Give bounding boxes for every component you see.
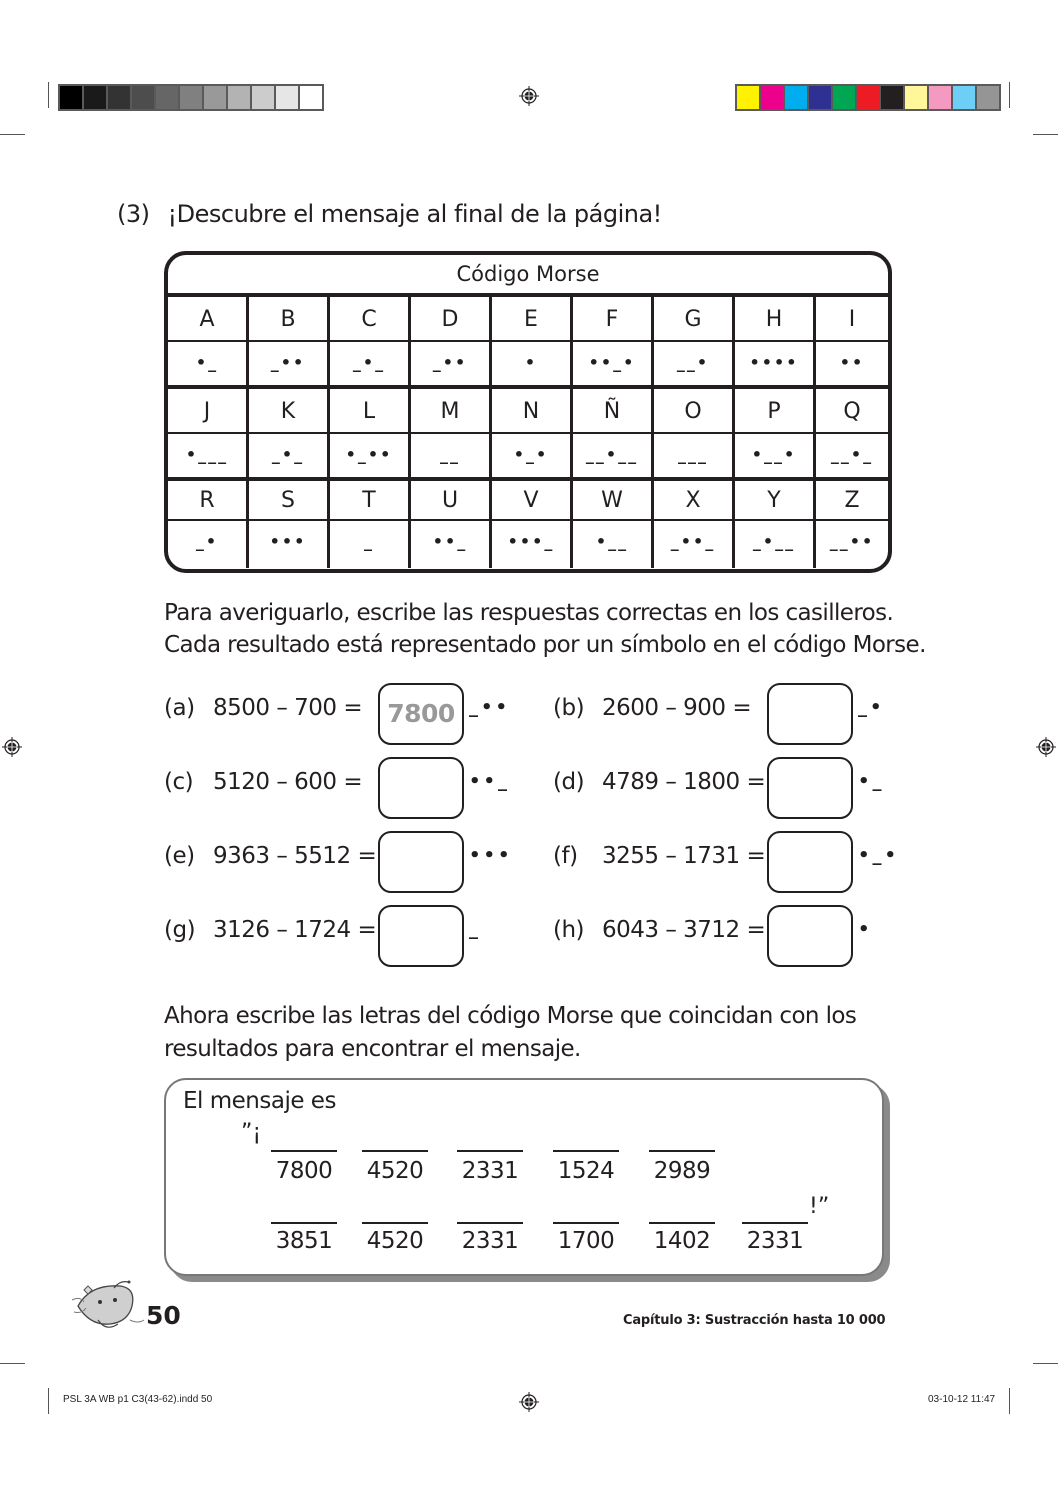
morse-letter: O [654, 389, 735, 434]
morse-code: •••_ [492, 521, 573, 568]
morse-letter: W [573, 481, 654, 521]
morse-letter: Y [735, 481, 816, 521]
morse-code: __•_ [816, 434, 888, 481]
morse-code: •__• [735, 434, 816, 481]
registration-mark-icon [519, 1392, 539, 1412]
message-title: El mensaje es [183, 1088, 336, 1114]
morse-letter: P [735, 389, 816, 434]
mascot-illustration [70, 1276, 146, 1336]
color-swatch [156, 86, 178, 109]
crop-mark [1009, 82, 1010, 108]
color-swatch [905, 86, 927, 109]
morse-symbol: ••• [469, 845, 513, 866]
letter-blank[interactable] [553, 1150, 619, 1152]
morse-code: _• [168, 521, 249, 568]
letter-blank[interactable] [649, 1222, 715, 1224]
problem-expression: 9363 – 5512 = [213, 843, 377, 869]
blank-number: 4520 [366, 1158, 424, 1184]
morse-code: ••• [249, 521, 330, 568]
color-swatch [180, 86, 202, 109]
morse-code: _•_ [249, 434, 330, 481]
morse-code: •__ [573, 521, 654, 568]
exercise-title: ¡Descubre el mensaje al final de la página! [167, 200, 662, 228]
morse-code: _••_ [654, 521, 735, 568]
instructions: Para averiguarlo, escribe las respuestas correctas en los casilleros. Cada resultado está representado por un símbolo en el código Morse. [164, 600, 926, 658]
problem-expression: 5120 – 600 = [213, 769, 363, 795]
subtraction-problem [164, 905, 524, 967]
morse-letter: B [249, 297, 330, 342]
blank-number: 7800 [275, 1158, 333, 1184]
letter-blank[interactable] [649, 1150, 715, 1152]
instructions-2: Ahora escribe las letras del código Morse que coincidan con los resultados para encontrar el mensaje. [164, 1003, 857, 1062]
morse-letter: S [249, 481, 330, 521]
morse-code: • [492, 342, 573, 389]
blank-number: 2331 [746, 1228, 804, 1254]
crop-mark [48, 82, 49, 108]
morse-code-table [164, 251, 892, 573]
crop-mark [1009, 1388, 1010, 1414]
subtraction-problem [553, 757, 913, 819]
morse-letter: N [492, 389, 573, 434]
problem-label: (b) [553, 695, 585, 721]
morse-letter: Q [816, 389, 888, 434]
morse-symbol: _•• [469, 697, 511, 718]
crop-mark [1033, 134, 1058, 135]
morse-letter: R [168, 481, 249, 521]
blank-number: 2331 [461, 1158, 519, 1184]
blank-number: 2331 [461, 1228, 519, 1254]
exercise-heading [117, 200, 662, 228]
morse-code: __•__ [573, 434, 654, 481]
registration-mark-icon [519, 86, 539, 106]
morse-code: ••_ [411, 521, 492, 568]
problem-label: (h) [553, 917, 585, 943]
morse-letter: Ñ [573, 389, 654, 434]
morse-letter: M [411, 389, 492, 434]
color-swatch [252, 86, 274, 109]
subtraction-problem [553, 683, 913, 745]
blank-number: 3851 [275, 1228, 333, 1254]
problem-expression: 8500 – 700 = [213, 695, 363, 721]
subtraction-problem [164, 831, 524, 893]
file-slug: PSL 3A WB p1 C3(43-62).indd 50 [63, 1394, 213, 1405]
color-swatch [761, 86, 783, 109]
problem-expression: 3255 – 1731 = [602, 843, 766, 869]
answer-box[interactable] [767, 757, 853, 819]
morse-letter: D [411, 297, 492, 342]
registration-mark-icon [1036, 737, 1056, 757]
problem-label: (f) [553, 843, 578, 869]
morse-code: _•• [249, 342, 330, 389]
morse-symbol: _ [469, 919, 481, 940]
letter-blank[interactable] [553, 1222, 619, 1224]
print-timestamp: 03-10-12 11:47 [928, 1394, 996, 1405]
morse-letter: K [249, 389, 330, 434]
morse-code: __• [654, 342, 735, 389]
subtraction-problem [164, 683, 524, 745]
problem-expression: 6043 – 3712 = [602, 917, 766, 943]
problem-expression: 3126 – 1724 = [213, 917, 377, 943]
morse-code: ___ [654, 434, 735, 481]
morse-letter: C [330, 297, 411, 342]
blank-number: 2989 [653, 1158, 711, 1184]
morse-code: __ [411, 434, 492, 481]
color-swatch [977, 86, 999, 109]
color-swatch [929, 86, 951, 109]
answer-box[interactable] [378, 905, 464, 967]
morse-letter: J [168, 389, 249, 434]
problem-label: (a) [164, 695, 195, 721]
answer-box[interactable] [767, 831, 853, 893]
morse-code: _•__ [735, 521, 816, 568]
close-quote: !” [809, 1194, 830, 1219]
crop-mark [1033, 1363, 1058, 1364]
morse-letter: F [573, 297, 654, 342]
letter-blank[interactable] [271, 1222, 337, 1224]
answer-box[interactable] [767, 683, 853, 745]
answer-box[interactable] [767, 905, 853, 967]
morse-letter: I [816, 297, 888, 342]
morse-symbol: ••_ [469, 771, 511, 792]
morse-letter: T [330, 481, 411, 521]
registration-mark-icon [2, 737, 22, 757]
answer-box[interactable]: 7800 [378, 683, 464, 745]
color-swatch [300, 86, 322, 109]
grayscale-color-bar [58, 84, 324, 111]
blank-number: 4520 [366, 1228, 424, 1254]
subtraction-problem [553, 905, 913, 967]
morse-code: •_•• [330, 434, 411, 481]
morse-grid [168, 297, 888, 568]
morse-letter: U [411, 481, 492, 521]
problem-label: (d) [553, 769, 585, 795]
chapter-title: Capítulo 3: Sustracción hasta 10 000 [623, 1313, 886, 1328]
crop-mark [48, 1388, 49, 1414]
letter-blank[interactable] [457, 1222, 523, 1224]
answer-box[interactable] [378, 757, 464, 819]
problem-expression: 4789 – 1800 = [602, 769, 766, 795]
color-swatch [84, 86, 106, 109]
morse-code: •_• [492, 434, 573, 481]
morse-code: •• [816, 342, 888, 389]
letter-blank[interactable] [742, 1222, 808, 1224]
morse-symbol: _• [858, 697, 885, 718]
color-swatch [60, 86, 82, 109]
morse-code: _ [330, 521, 411, 568]
morse-table-title: Código Morse [168, 255, 888, 297]
subtraction-problem [553, 831, 913, 893]
color-swatch [132, 86, 154, 109]
morse-code: •___ [168, 434, 249, 481]
color-swatch [953, 86, 975, 109]
morse-code: _•_ [330, 342, 411, 389]
subtraction-problem [164, 757, 524, 819]
problem-expression: 2600 – 900 = [602, 695, 752, 721]
morse-code: _•• [411, 342, 492, 389]
blank-number: 1402 [653, 1228, 711, 1254]
color-swatch [809, 86, 831, 109]
morse-symbol: •_ [858, 771, 885, 792]
crop-mark [0, 134, 25, 135]
problem-label: (c) [164, 769, 194, 795]
morse-code: __•• [829, 532, 875, 551]
message-box [164, 1078, 884, 1276]
answer-box[interactable] [378, 831, 464, 893]
letter-blank[interactable] [271, 1150, 337, 1152]
color-swatch [881, 86, 903, 109]
color-swatch [276, 86, 298, 109]
morse-letter: G [654, 297, 735, 342]
morse-letter: A [168, 297, 249, 342]
color-swatch [833, 86, 855, 109]
blank-number: 1524 [557, 1158, 615, 1184]
morse-symbol: •_• [858, 845, 900, 866]
morse-code: •••• [735, 342, 816, 389]
letter-blank[interactable] [457, 1150, 523, 1152]
exercise-number: (3) [117, 200, 150, 228]
problem-label: (e) [164, 843, 195, 869]
blank-number: 1700 [557, 1228, 615, 1254]
color-swatch [857, 86, 879, 109]
morse-letter: Z [816, 481, 888, 521]
open-quote: ”¡ [241, 1120, 262, 1145]
color-swatch [785, 86, 807, 109]
morse-code: •_ [168, 342, 249, 389]
problem-label: (g) [164, 917, 196, 943]
color-swatch [737, 86, 759, 109]
cmyk-color-bar [735, 84, 1001, 111]
letter-blank[interactable] [362, 1222, 428, 1224]
morse-symbol: • [858, 919, 873, 940]
morse-letter: E [492, 297, 573, 342]
morse-code: ••_• [573, 342, 654, 389]
color-swatch [108, 86, 130, 109]
color-swatch [228, 86, 250, 109]
morse-letter: V [492, 481, 573, 521]
morse-letter: L [330, 389, 411, 434]
crop-mark [0, 1363, 25, 1364]
letter-blank[interactable] [362, 1150, 428, 1152]
morse-letter: H [735, 297, 816, 342]
morse-letter: X [654, 481, 735, 521]
page-number: 50 [146, 1301, 181, 1330]
color-swatch [204, 86, 226, 109]
